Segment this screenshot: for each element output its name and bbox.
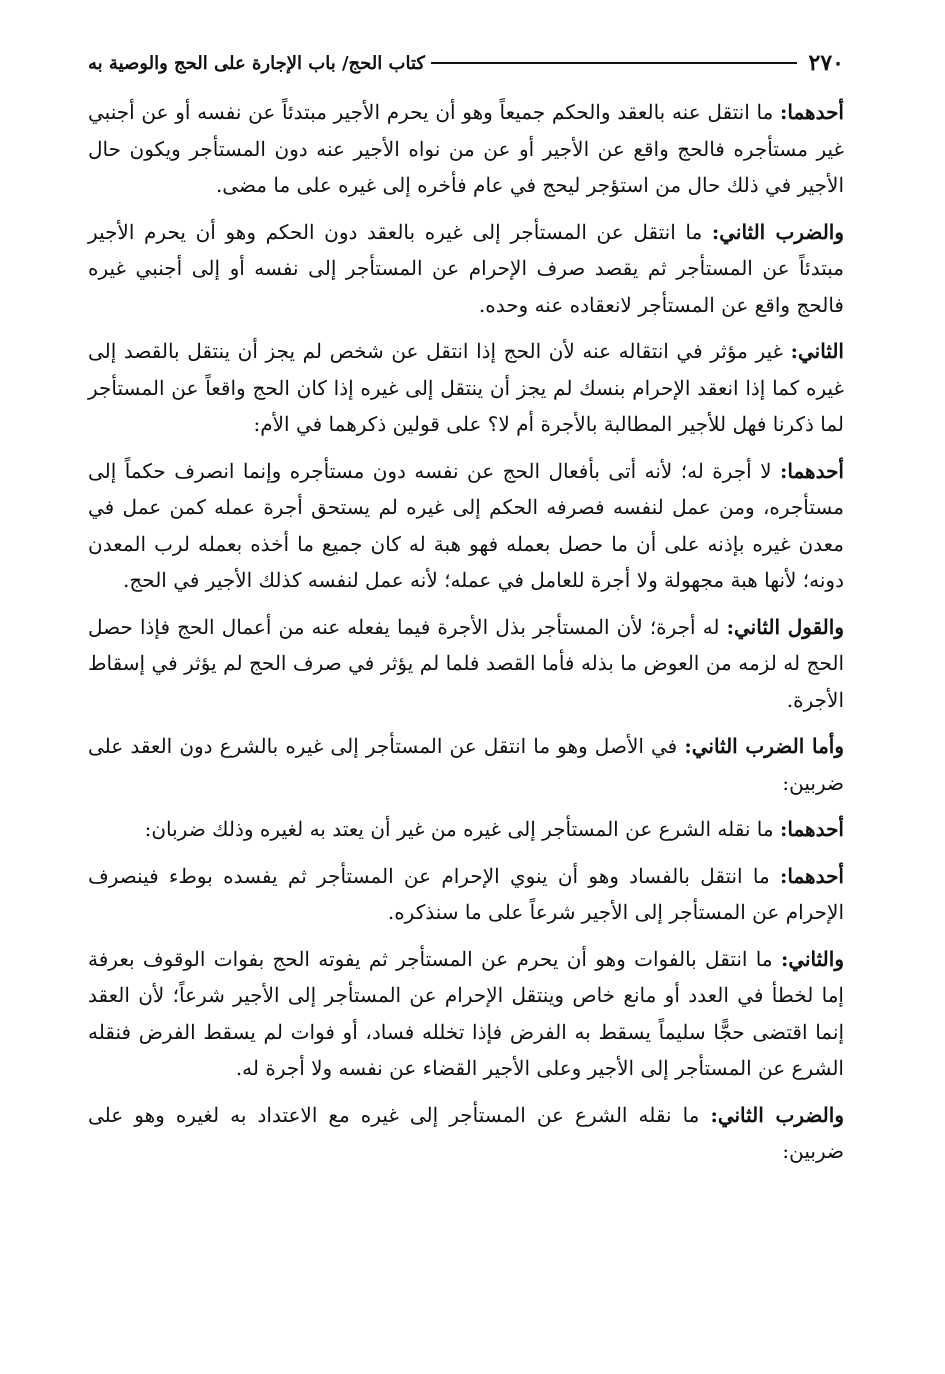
- paragraph-4: [88, 453, 844, 599]
- paragraph-text: غير مؤثر في انتقاله عنه لأن الحج إذا انتقل عن شخص لم يجز أن ينتقل بالقصد إلى غيره كما إذا انعقد الإحرام بنسك لم يجز أن ينتقل إلى غيره إذا كان الحج واقعاً عن المستأجر لما ذكرنا فهل للأجير المطالبة بالأجرة أم لا؟ على قولين ذكرهما في الأم:: [88, 339, 844, 436]
- paragraph-heading: أحدهما:: [779, 458, 844, 483]
- paragraph-text: ما نقله الشرع عن المستأجر إلى غيره مع الاعتداد به لغيره وهو على ضربين:: [88, 1102, 844, 1163]
- paragraph-heading: الثاني:: [790, 339, 844, 363]
- paragraph-7: [88, 811, 844, 848]
- paragraph-6: [88, 728, 844, 801]
- running-title: كتاب الحج/ باب الإجارة على الحج والوصية به: [88, 52, 425, 74]
- paragraph-heading: والضرب الثاني:: [711, 219, 844, 244]
- paragraph-1: [88, 94, 844, 204]
- paragraph-10: [88, 1097, 844, 1170]
- paragraph-heading: أحدهما:: [779, 100, 844, 124]
- paragraph-3: [88, 333, 844, 443]
- paragraph-5: [88, 609, 844, 719]
- paragraph-heading: والقول الثاني:: [726, 614, 844, 639]
- paragraph-text: ما نقله الشرع عن المستأجر إلى غيره من غير أن يعتد به لغيره وذلك ضربان:: [144, 817, 780, 841]
- paragraph-text: ما انتقل عن المستأجر إلى غيره بالعقد دون الحكم وهو أن يحرم الأجير مبتدئاً عن المستأجر ثم يقصد صرف الإحرام عن المستأجر إلى نفسه أو إلى أجنبي غيره فالحج واقع عن المستأجر لانعقاده عنه وحده.: [88, 219, 844, 317]
- paragraph-text: ما انتقل بالفساد وهو أن ينوي الإحرام عن المستأجر ثم يفسده بوطء فينصرف الإحرام عن المستأجر إلى الأجير شرعاً على ما سنذكره.: [88, 863, 844, 924]
- paragraph-9: [88, 941, 844, 1087]
- paragraph-heading: أحدهما:: [779, 817, 844, 841]
- book-page: [88, 46, 844, 1346]
- paragraph-text: ما انتقل عنه بالعقد والحكم جميعاً وهو أن يحرم الأجير مبتدئاً عن نفسه أو عن أجنبي غير مستأجره فالحج واقع عن الأجير أو عن من نواه الأجير عنه دون المستأجر ويكون حال الأجير في ذلك حال من استؤجر ليحج في عام فأخره إلى غيره على ما مضى.: [88, 100, 845, 197]
- paragraph-text: لا أجرة له؛ لأنه أتى بأفعال الحج عن نفسه دون مستأجره وإنما انصرف حكماً إلى مستأجره، ومن عمل لنفسه فصرفه الحكم إلى غيره لم يستحق أجرة عمله كمن عمل في معدن غيره بإذنه على أن ما حصل بعمله فهو هبة له كان جميع ما أخذه بعمله لرب المعدن دونه؛ لأنها هبة مجهولة ولا أجرة للعامل في عمله؛ لأنه عمل لنفسه كذلك الأجير في الحج.: [88, 458, 844, 592]
- paragraph-8: [88, 858, 844, 931]
- paragraph-text: في الأصل وهو ما انتقل عن المستأجر إلى غيره بالشرع دون العقد على ضربين:: [88, 734, 844, 795]
- paragraph-heading: والضرب الثاني:: [710, 1102, 844, 1127]
- page-body: [88, 94, 844, 1170]
- paragraph-text: ما انتقل بالفوات وهو أن يحرم عن المستأجر ثم يفوته الحج بفوات الوقوف بعرفة إما لخطأ في العدد أو مانع خاص وينتقل الإحرام عن المستأجر إلى الأجير شرعاً؛ لأن العقد إنما اقتضى حجًّا سليماً يسقط به الفرض فإذا تخلله فساد، أو فوات لم يسقط الفرض فنقله الشرع عن المستأجر إلى الأجير وعلى الأجير القضاء عن نفسه ولا أجرة له.: [88, 946, 844, 1080]
- page-number: ٢٧٠: [808, 50, 844, 76]
- paragraph-heading: وأما الضرب الثاني:: [684, 734, 845, 758]
- paragraph-text: له أجرة؛ لأن المستأجر بذل الأجرة فيما يفعله عنه من أعمال الحج فإذا حصل الحج له لزمه من العوض ما بذله فأما القصد فلما لم يؤثر في صرف الحج لم يؤثر في إسقاط الأجرة.: [88, 614, 844, 712]
- page-header: [88, 46, 844, 80]
- paragraph-heading: والثاني:: [780, 946, 844, 971]
- paragraph-2: [88, 214, 844, 324]
- header-rule: [431, 62, 797, 64]
- paragraph-heading: أحدهما:: [779, 863, 844, 888]
